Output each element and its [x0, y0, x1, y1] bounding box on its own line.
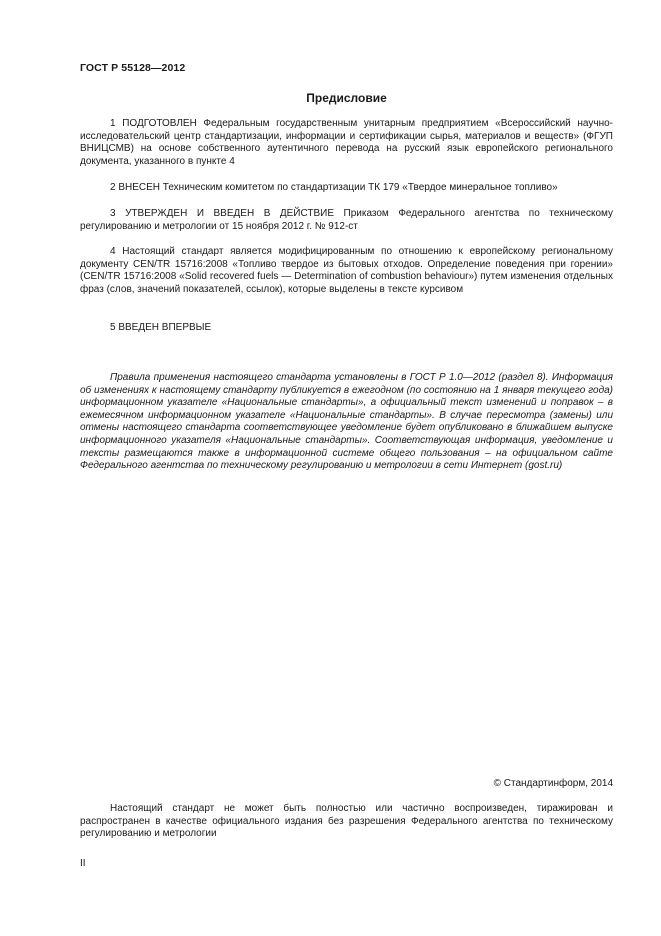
copyright: © Стандартинформ, 2014: [493, 778, 613, 789]
reproduction-notice: Настоящий стандарт не может быть полностью или частично воспроизведен, тиражирован и распространен в качестве официального издания без разрешения Федерального агентства по техническому регулированию и метрологии: [80, 803, 613, 840]
document-code: ГОСТ Р 55128—2012: [80, 62, 186, 74]
page-number: II: [80, 858, 86, 869]
section-title: Предисловие: [306, 91, 387, 105]
paragraph-first-introduced: 5 ВВЕДЕН ВПЕРВЫЕ: [110, 322, 212, 333]
paragraph-submitted-by: 2 ВНЕСЕН Техническим комитетом по стандартизации ТК 179 «Твердое минеральное топливо»: [110, 182, 558, 193]
application-rules-notice: Правила применения настоящего стандарта установлены в ГОСТ Р 1.0—2012 (раздел 8). Информация об изменениях к настоящему стандарту публикуется в ежегодном (по состоянию на 1 января текущего года) информационном указателе «Национальные стандарты», а официальный текст изменений и поправок – в ежемесячном информационном указателе «Национальные стандарты». В случае пересмотра (замены) или отмены настоящего стандарта соответствующее уведомление будет опубликовано в ближайшем выпуске информационного указателя «Национальные стандарты». Соответствующая информация, уведомление и тексты размещаются также в информационной системе общего пользования – на официальном сайте Федерального агентства по техническому регулированию и метрологии в сети Интернет (gost.ru): [80, 372, 613, 472]
paragraph-modification: 4 Настоящий стандарт является модифицированным по отношению к европейскому региональному документу CEN/TR 15716:2008 «Топливо твердое из бытовых отходов. Определение поведения при горении» (CEN/TR 15716:2008 «Solid recovered fuels — Determination of combustion behaviour») путем изменения отдельных фраз (слов, значений показателей, ссылок), которые выделены в тексте курсивом: [80, 246, 613, 295]
paragraph-prepared-by: 1 ПОДГОТОВЛЕН Федеральным государственным унитарным предприятием «Всероссийский научно-исследовательский центр стандартизации, информации и сертификации сырья, материалов и веществ» (ФГУП ВНИЦСМВ) на основе собственного аутентичного перевода на русский язык европейского регионального документа, указанного в пункте 4: [80, 118, 613, 167]
paragraph-approved: 3 УТВЕРЖДЕН И ВВЕДЕН В ДЕЙСТВИЕ Приказом Федерального агентства по техническому регулированию и метрологии от 15 ноября 2012 г. № 912-ст: [80, 208, 613, 232]
